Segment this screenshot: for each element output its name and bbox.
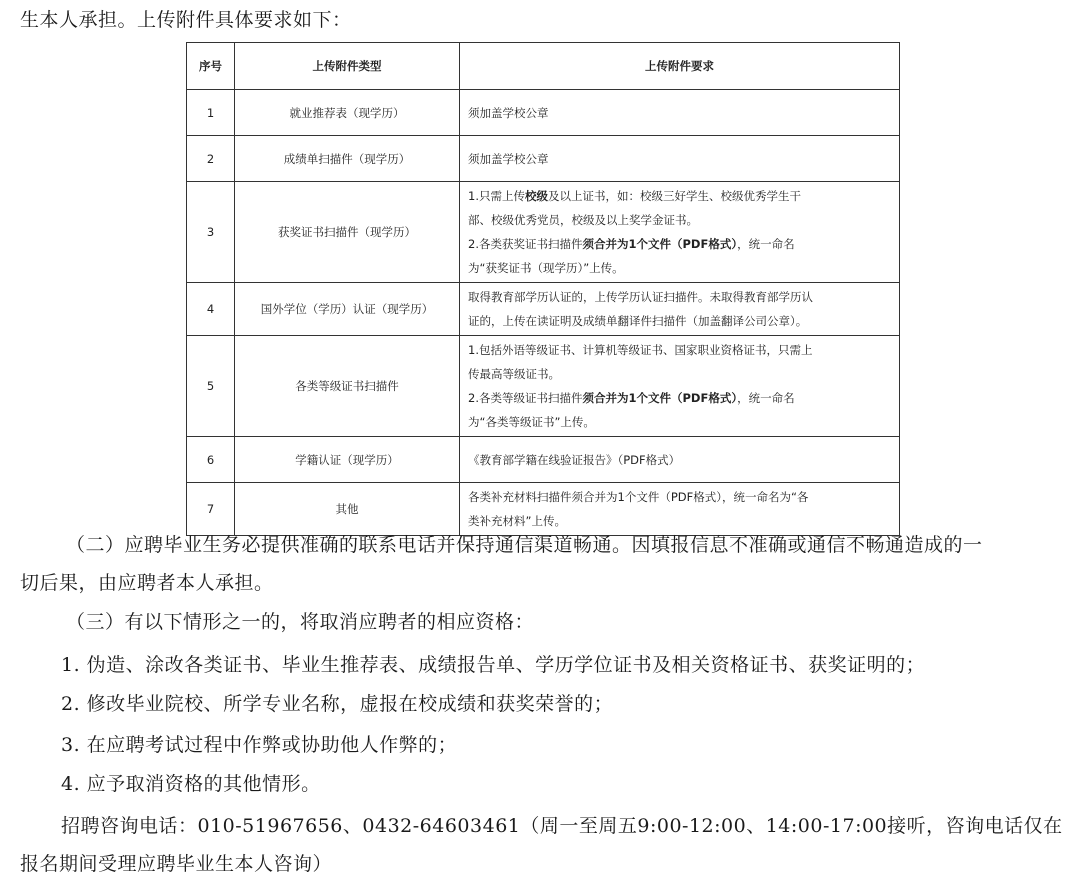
para2-line2: 切后果，由应聘者本人承担。 [20, 572, 274, 594]
list-item: 3. 在应聘考试过程中作弊或协助他人作弊的； [61, 734, 458, 756]
row-index: 2 [187, 136, 235, 182]
requirement-text: 各类补充材料扫描件须合并为1个文件（PDF格式），统一命名为“各 [468, 490, 809, 504]
contact-line1: 招聘咨询电话：010-51967656、0432-64603461（周一至周五9:00-12:00、14:00-17:00接听，咨询电话仅在 [61, 815, 1063, 837]
row-index: 7 [187, 483, 235, 536]
header-requirement: 上传附件要求 [460, 43, 900, 90]
list-item: 1. 伪造、涂改各类证书、毕业生推荐表、成绩报告单、学历学位证书及相关资格证书、获奖证明的； [61, 654, 926, 676]
requirement-text: 及以上证书，如：校级三好学生、校级优秀学生干 [547, 189, 801, 203]
row-attachment-type: 国外学位（学历）认证（现学历） [235, 283, 460, 336]
requirement-line [468, 386, 893, 410]
attachment-requirements-table [186, 42, 900, 536]
requirement-line [468, 285, 893, 309]
requirement-line [468, 256, 893, 280]
table-header-row [187, 43, 900, 90]
requirement-text: 证的，上传在读证明及成绩单翻译件扫描件（加盖翻译公司公章）。 [468, 314, 808, 328]
header-index: 序号 [187, 43, 235, 90]
row-attachment-type: 获奖证书扫描件（现学历） [235, 182, 460, 283]
requirement-line [468, 208, 893, 232]
row-requirement [460, 483, 900, 536]
table-row [187, 437, 900, 483]
row-index: 5 [187, 336, 235, 437]
requirement-text: 传最高等级证书。 [468, 367, 560, 381]
requirement-line [468, 485, 893, 509]
row-index: 6 [187, 437, 235, 483]
para2-line1: （二）应聘毕业生务必提供准确的联系电话并保持通信渠道畅通。因填报信息不准确或通信不畅通造成的一 [66, 534, 983, 556]
contact-line2: 报名期间受理应聘毕业生本人咨询） [20, 853, 333, 875]
requirement-text: 取得教育部学历认证的，上传学历认证扫描件。未取得教育部学历认 [468, 290, 813, 304]
requirement-text: 须合并为1个文件（PDF格式） [582, 391, 738, 405]
table-row [187, 283, 900, 336]
requirement-line [468, 184, 893, 208]
row-requirement [460, 182, 900, 283]
table-row [187, 483, 900, 536]
row-requirement [460, 437, 900, 483]
requirement-text: 为“各类等级证书”上传。 [468, 415, 595, 429]
requirement-text: 部、校级优秀党员，校级及以上奖学金证书。 [468, 213, 698, 227]
requirement-line [468, 232, 893, 256]
requirement-text: ，统一命名 [737, 237, 795, 251]
para3-heading: （三）有以下情形之一的，将取消应聘者的相应资格： [66, 611, 535, 633]
requirement-text: 《教育部学籍在线验证报告》（PDF格式） [468, 452, 681, 467]
table-row [187, 136, 900, 182]
row-requirement [460, 336, 900, 437]
requirement-text: 校级 [524, 189, 548, 203]
requirement-text: 为“获奖证书（现学历）”上传。 [468, 261, 624, 275]
requirement-line [468, 410, 893, 434]
requirement-line [468, 362, 893, 386]
requirement-line [468, 448, 893, 472]
row-requirement [460, 136, 900, 182]
list-item: 4. 应予取消资格的其他情形。 [61, 773, 321, 795]
requirement-text: 1.包括外语等级证书、计算机等级证书、国家职业资格证书，只需上 [468, 343, 813, 357]
row-attachment-type: 成绩单扫描件（现学历） [235, 136, 460, 182]
requirement-line [468, 147, 893, 171]
row-requirement [460, 90, 900, 136]
table-row [187, 336, 900, 437]
row-attachment-type: 其他 [235, 483, 460, 536]
requirement-line [468, 101, 893, 125]
row-index: 3 [187, 182, 235, 283]
table-row [187, 90, 900, 136]
list-item: 2. 修改毕业院校、所学专业名称，虚报在校成绩和获奖荣誉的； [61, 693, 614, 715]
requirement-text: 2.各类获奖证书扫描件 [468, 237, 583, 251]
row-requirement [460, 283, 900, 336]
row-attachment-type: 就业推荐表（现学历） [235, 90, 460, 136]
requirement-line [468, 338, 893, 362]
requirement-text: 1.只需上传 [468, 189, 525, 203]
requirement-text: 类补充材料”上传。 [468, 514, 566, 528]
table-row [187, 182, 900, 283]
requirement-text: 须加盖学校公章 [468, 151, 549, 166]
requirement-line [468, 309, 893, 333]
requirement-line [468, 509, 893, 533]
row-index: 4 [187, 283, 235, 336]
requirement-text: 2.各类等级证书扫描件 [468, 391, 583, 405]
requirement-text: 须合并为1个文件（PDF格式） [582, 237, 738, 251]
row-index: 1 [187, 90, 235, 136]
requirement-text: ，统一命名 [737, 391, 795, 405]
row-attachment-type: 各类等级证书扫描件 [235, 336, 460, 437]
row-attachment-type: 学籍认证（现学历） [235, 437, 460, 483]
intro-text: 生本人承担。上传附件具体要求如下： [20, 9, 352, 31]
header-type: 上传附件类型 [235, 43, 460, 90]
requirement-text: 须加盖学校公章 [468, 105, 549, 120]
